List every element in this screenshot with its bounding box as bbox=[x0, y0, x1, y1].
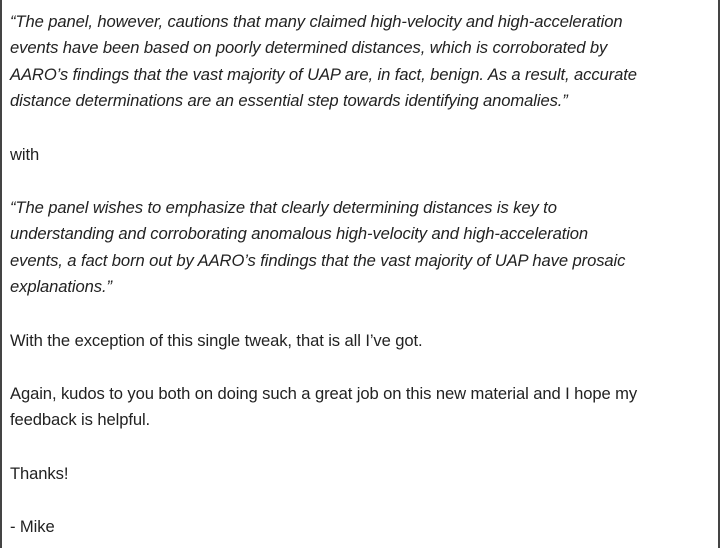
paragraph-gap bbox=[10, 301, 710, 328]
kudos-paragraph: Again, kudos to you both on doing such a great job on this new material and I hope my feedback is helpful. bbox=[10, 384, 638, 430]
paragraph-gap bbox=[10, 115, 710, 142]
email-body bbox=[10, 9, 710, 541]
quoted-revised-text: “The panel wishes to emphasize that clearly determining distances is key to understanding and corroborating anomalous high-velocity and high-acceleration events, a fact born out by AARO’s findings that the vast majority of UAP have prosaic explanations.” bbox=[10, 198, 626, 297]
paragraph-gap bbox=[10, 168, 710, 195]
signature: - Mike bbox=[10, 517, 55, 537]
exception-line: With the exception of this single tweak, that is all I’ve got. bbox=[10, 330, 423, 350]
paragraph-gap bbox=[10, 487, 710, 514]
quoted-original-text: “The panel, however, cautions that many claimed high-velocity and high-acceleration events have been based on poorly determined distances, which is corroborated by AARO’s findings that the vast majority of UAP are, in fact, benign. As a result, accurate distance determinations are an essential step towards identifying anomalies.” bbox=[10, 12, 637, 111]
with-label: with bbox=[10, 144, 40, 164]
thanks-line: Thanks! bbox=[10, 463, 69, 483]
paragraph-gap bbox=[10, 354, 710, 381]
paragraph-gap bbox=[10, 434, 710, 461]
